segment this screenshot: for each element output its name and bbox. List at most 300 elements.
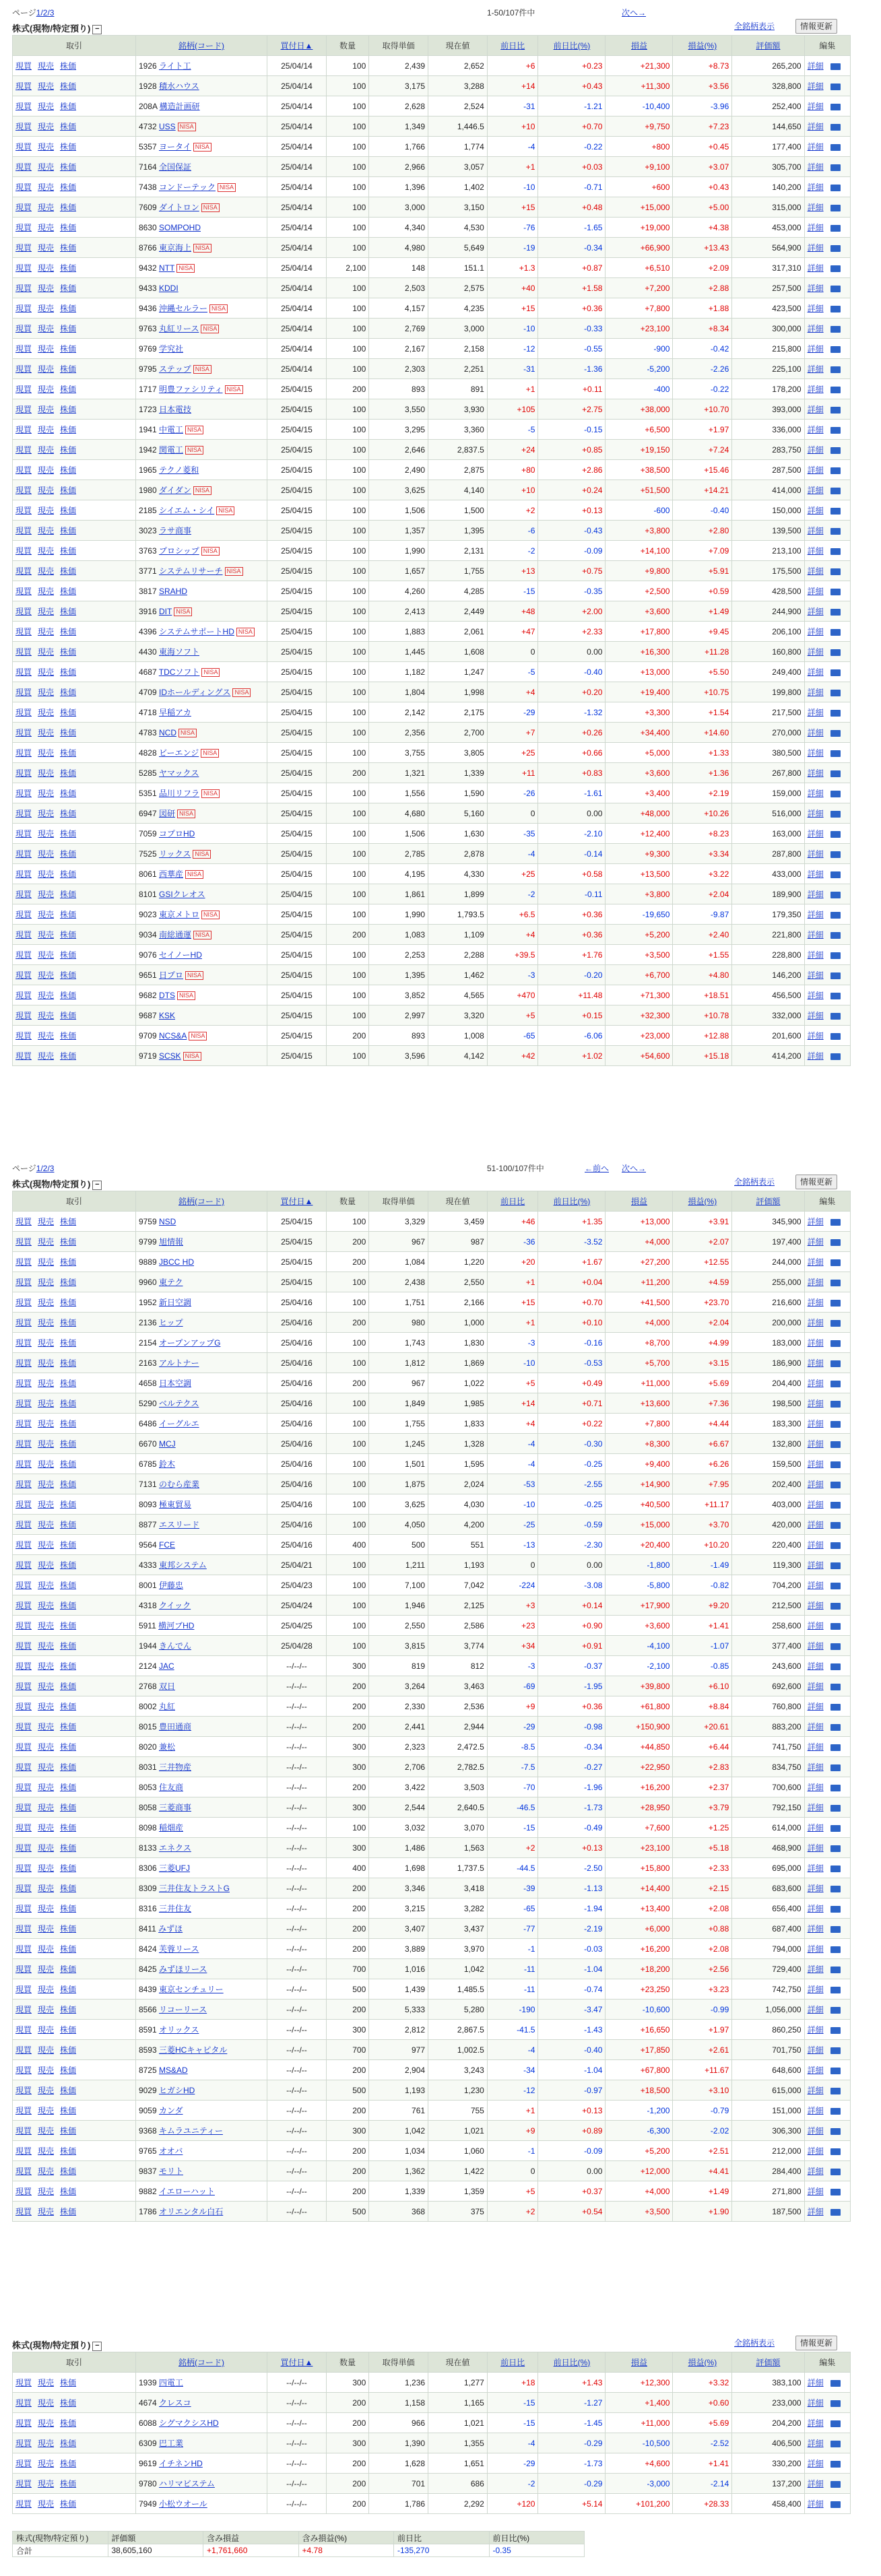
detail-link[interactable]: 詳細: [807, 1031, 824, 1041]
stock-name-link[interactable]: 品川リフラ: [158, 789, 199, 798]
stock-name-link[interactable]: 旭情報: [158, 1237, 183, 1247]
detail-link[interactable]: 詳細: [807, 1863, 824, 1873]
quote-link[interactable]: 株価: [60, 2187, 77, 2196]
detail-link[interactable]: 詳細: [807, 546, 824, 556]
stock-name-link[interactable]: 伊藤忠: [158, 1581, 183, 1590]
buy-link[interactable]: 現買: [15, 1722, 32, 1731]
detail-link[interactable]: 詳細: [807, 2106, 824, 2115]
detail-link[interactable]: 詳細: [807, 2005, 824, 2014]
sell-link[interactable]: 現売: [38, 1621, 55, 1630]
sell-link[interactable]: 現売: [38, 2439, 55, 2448]
detail-link[interactable]: 詳細: [807, 991, 824, 1000]
buy-link[interactable]: 現買: [15, 1338, 32, 1348]
stock-name-link[interactable]: クイック: [158, 1601, 191, 1610]
stock-name-link[interactable]: ライト工: [158, 61, 191, 71]
mail-icon[interactable]: [830, 649, 841, 656]
sell-link[interactable]: 現売: [38, 1722, 55, 1731]
stock-name-link[interactable]: NCS&A: [158, 1030, 187, 1041]
detail-link[interactable]: 詳細: [807, 2167, 824, 2176]
detail-link[interactable]: 詳細: [807, 1742, 824, 1752]
quote-link[interactable]: 株価: [60, 1884, 77, 1893]
quote-link[interactable]: 株価: [60, 728, 77, 737]
mail-icon[interactable]: [830, 831, 841, 838]
pager-prev-link[interactable]: ←前へ: [585, 1164, 610, 1173]
mail-icon[interactable]: [830, 1381, 841, 1387]
detail-link[interactable]: 詳細: [807, 162, 824, 172]
show-all-link[interactable]: 全銘柄表示: [734, 22, 775, 31]
quote-link[interactable]: 株価: [60, 1480, 77, 1489]
quote-link[interactable]: 株価: [60, 324, 77, 333]
stock-name-link[interactable]: エスリード: [158, 1520, 199, 1529]
detail-link[interactable]: 詳細: [807, 647, 824, 657]
quote-link[interactable]: 株価: [60, 445, 77, 455]
stock-name-link[interactable]: 鈴木: [158, 1459, 175, 1469]
stock-name-link[interactable]: 丸紅: [158, 1702, 175, 1711]
sell-link[interactable]: 現売: [38, 1884, 55, 1893]
stock-name-link[interactable]: オリックス: [158, 2025, 199, 2035]
stock-name-link[interactable]: JAC: [158, 1661, 174, 1671]
sell-link[interactable]: 現売: [38, 2106, 55, 2115]
mail-icon[interactable]: [830, 2441, 841, 2447]
sell-link[interactable]: 現売: [38, 1379, 55, 1388]
buy-link[interactable]: 現買: [15, 1560, 32, 1570]
sell-link[interactable]: 現売: [38, 1803, 55, 1812]
buy-link[interactable]: 現買: [15, 2479, 32, 2488]
sell-link[interactable]: 現売: [38, 587, 55, 596]
detail-link[interactable]: 詳細: [807, 1318, 824, 1327]
quote-link[interactable]: 株価: [60, 1237, 77, 1247]
stock-name-link[interactable]: みずほリース: [158, 1964, 207, 1974]
buy-link[interactable]: 現買: [15, 849, 32, 859]
stock-name-link[interactable]: 豊田通商: [158, 1722, 191, 1731]
stock-name-link[interactable]: ダイトロン: [158, 203, 199, 212]
buy-link[interactable]: 現買: [15, 2418, 32, 2428]
sell-link[interactable]: 現売: [38, 607, 55, 616]
show-all-link[interactable]: 全銘柄表示: [734, 1177, 775, 1187]
sell-link[interactable]: 現売: [38, 2187, 55, 2196]
mail-icon[interactable]: [830, 730, 841, 737]
buy-link[interactable]: 現買: [15, 344, 32, 354]
column-header[interactable]: 前日比: [487, 1191, 538, 1212]
detail-link[interactable]: 詳細: [807, 1560, 824, 1570]
stock-name-link[interactable]: 日プロ: [158, 970, 183, 980]
quote-link[interactable]: 株価: [60, 2066, 77, 2075]
quote-link[interactable]: 株価: [60, 61, 77, 71]
stock-name-link[interactable]: 日本空調: [158, 1379, 191, 1388]
quote-link[interactable]: 株価: [60, 1278, 77, 1287]
quote-link[interactable]: 株価: [60, 142, 77, 152]
quote-link[interactable]: 株価: [60, 1439, 77, 1449]
sell-link[interactable]: 現売: [38, 667, 55, 677]
mail-icon[interactable]: [830, 1906, 841, 1913]
mail-icon[interactable]: [830, 1401, 841, 1408]
buy-link[interactable]: 現買: [15, 1051, 32, 1061]
buy-link[interactable]: 現買: [15, 748, 32, 758]
column-header[interactable]: 損益: [606, 1191, 673, 1212]
stock-name-link[interactable]: 三菱HCキャピタル: [158, 2045, 228, 2055]
quote-link[interactable]: 株価: [60, 809, 77, 818]
sell-link[interactable]: 現売: [38, 1560, 55, 1570]
quote-link[interactable]: 株価: [60, 890, 77, 899]
quote-link[interactable]: 株価: [60, 789, 77, 798]
buy-link[interactable]: 現買: [15, 2167, 32, 2176]
stock-name-link[interactable]: カンダ: [158, 2106, 183, 2115]
quote-link[interactable]: 株価: [60, 1742, 77, 1752]
detail-link[interactable]: 詳細: [807, 2439, 824, 2448]
mail-icon[interactable]: [830, 972, 841, 979]
quote-link[interactable]: 株価: [60, 506, 77, 515]
mail-icon[interactable]: [830, 1865, 841, 1872]
buy-link[interactable]: 現買: [15, 950, 32, 960]
stock-name-link[interactable]: ヒガシHD: [158, 2086, 195, 2095]
buy-link[interactable]: 現買: [15, 445, 32, 455]
detail-link[interactable]: 詳細: [807, 829, 824, 838]
sell-link[interactable]: 現売: [38, 1985, 55, 1994]
buy-link[interactable]: 現買: [15, 284, 32, 293]
column-header[interactable]: 評価額: [732, 2352, 804, 2373]
column-header[interactable]: 買付日▲: [267, 36, 327, 56]
detail-link[interactable]: 詳細: [807, 607, 824, 616]
mail-icon[interactable]: [830, 1744, 841, 1751]
buy-link[interactable]: 現買: [15, 1863, 32, 1873]
buy-link[interactable]: 現買: [15, 1540, 32, 1550]
detail-link[interactable]: 詳細: [807, 284, 824, 293]
sell-link[interactable]: 現売: [38, 61, 55, 71]
mail-icon[interactable]: [830, 528, 841, 535]
detail-link[interactable]: 詳細: [807, 2459, 824, 2468]
detail-link[interactable]: 詳細: [807, 1257, 824, 1267]
mail-icon[interactable]: [830, 1219, 841, 1226]
quote-link[interactable]: 株価: [60, 667, 77, 677]
quote-link[interactable]: 株価: [60, 1399, 77, 1408]
quote-link[interactable]: 株価: [60, 526, 77, 535]
sell-link[interactable]: 現売: [38, 1459, 55, 1469]
quote-link[interactable]: 株価: [60, 1217, 77, 1226]
quote-link[interactable]: 株価: [60, 203, 77, 212]
detail-link[interactable]: 詳細: [807, 122, 824, 131]
quote-link[interactable]: 株価: [60, 183, 77, 192]
mail-icon[interactable]: [830, 467, 841, 474]
stock-name-link[interactable]: 三菱商事: [158, 1803, 191, 1812]
quote-link[interactable]: 株価: [60, 1581, 77, 1590]
buy-link[interactable]: 現買: [15, 2187, 32, 2196]
detail-link[interactable]: 詳細: [807, 61, 824, 71]
refresh-button[interactable]: 情報更新: [795, 1175, 837, 1189]
quote-link[interactable]: 株価: [60, 81, 77, 91]
buy-link[interactable]: 現買: [15, 2126, 32, 2136]
buy-link[interactable]: 現買: [15, 2045, 32, 2055]
buy-link[interactable]: 現買: [15, 2005, 32, 2014]
stock-name-link[interactable]: きんでん: [158, 1641, 191, 1651]
sell-link[interactable]: 現売: [38, 647, 55, 657]
detail-link[interactable]: 詳細: [807, 1419, 824, 1428]
sell-link[interactable]: 現売: [38, 748, 55, 758]
detail-link[interactable]: 詳細: [807, 809, 824, 818]
pager-next-link[interactable]: 次へ→: [622, 1164, 647, 1173]
quote-link[interactable]: 株価: [60, 1863, 77, 1873]
mail-icon[interactable]: [830, 2027, 841, 2034]
quote-link[interactable]: 株価: [60, 1520, 77, 1529]
stock-name-link[interactable]: 関電工: [158, 445, 183, 455]
buy-link[interactable]: 現買: [15, 324, 32, 333]
buy-link[interactable]: 現買: [15, 263, 32, 273]
mail-icon[interactable]: [830, 1845, 841, 1852]
quote-link[interactable]: 株価: [60, 970, 77, 980]
mail-icon[interactable]: [830, 589, 841, 595]
buy-link[interactable]: 現買: [15, 1500, 32, 1509]
quote-link[interactable]: 株価: [60, 1762, 77, 1772]
stock-name-link[interactable]: シグマクシスHD: [158, 2418, 219, 2428]
buy-link[interactable]: 現買: [15, 2499, 32, 2509]
sell-link[interactable]: 現売: [38, 2005, 55, 2014]
buy-link[interactable]: 現買: [15, 1944, 32, 1954]
buy-link[interactable]: 現買: [15, 1298, 32, 1307]
sell-link[interactable]: 現売: [38, 81, 55, 91]
stock-name-link[interactable]: クレスコ: [158, 2398, 191, 2408]
sell-link[interactable]: 現売: [38, 243, 55, 253]
mail-icon[interactable]: [830, 791, 841, 797]
stock-name-link[interactable]: ダイダン: [158, 486, 191, 495]
stock-name-link[interactable]: 学究社: [158, 344, 183, 354]
mail-icon[interactable]: [830, 892, 841, 898]
buy-link[interactable]: 現買: [15, 425, 32, 434]
buy-link[interactable]: 現買: [15, 2086, 32, 2095]
sell-link[interactable]: 現売: [38, 2146, 55, 2156]
stock-name-link[interactable]: 積水ハウス: [158, 81, 199, 91]
sell-link[interactable]: 現売: [38, 1742, 55, 1752]
quote-link[interactable]: 株価: [60, 1500, 77, 1509]
collapse-toggle-icon[interactable]: −: [92, 2342, 102, 2351]
stock-name-link[interactable]: ヤマックス: [158, 768, 199, 778]
sell-link[interactable]: 現売: [38, 566, 55, 576]
mail-icon[interactable]: [830, 1764, 841, 1771]
quote-link[interactable]: 株価: [60, 768, 77, 778]
stock-name-link[interactable]: システムサポートHD: [158, 627, 234, 636]
stock-name-link[interactable]: 稲畑産: [158, 1823, 183, 1832]
column-header[interactable]: 前日比(%): [538, 36, 606, 56]
mail-icon[interactable]: [830, 1663, 841, 1670]
detail-link[interactable]: 詳細: [807, 849, 824, 859]
stock-name-link[interactable]: 巴工業: [158, 2439, 183, 2448]
detail-link[interactable]: 詳細: [807, 1924, 824, 1934]
buy-link[interactable]: 現買: [15, 1661, 32, 1671]
stock-name-link[interactable]: コンドーテック: [158, 183, 216, 192]
quote-link[interactable]: 株価: [60, 1051, 77, 1061]
stock-name-link[interactable]: 三井住友: [158, 1904, 191, 1913]
detail-link[interactable]: 詳細: [807, 1581, 824, 1590]
quote-link[interactable]: 株価: [60, 1298, 77, 1307]
quote-link[interactable]: 株価: [60, 284, 77, 293]
mail-icon[interactable]: [830, 690, 841, 696]
mail-icon[interactable]: [830, 2420, 841, 2427]
quote-link[interactable]: 株価: [60, 102, 77, 111]
quote-link[interactable]: 株価: [60, 2207, 77, 2216]
quote-link[interactable]: 株価: [60, 1031, 77, 1041]
quote-link[interactable]: 株価: [60, 1783, 77, 1792]
stock-name-link[interactable]: 極東貿易: [158, 1500, 191, 1509]
mail-icon[interactable]: [830, 609, 841, 616]
mail-icon[interactable]: [830, 185, 841, 191]
detail-link[interactable]: 詳細: [807, 2378, 824, 2387]
sell-link[interactable]: 現売: [38, 1964, 55, 1974]
buy-link[interactable]: 現買: [15, 1581, 32, 1590]
quote-link[interactable]: 株価: [60, 869, 77, 879]
buy-link[interactable]: 現買: [15, 607, 32, 616]
mail-icon[interactable]: [830, 2461, 841, 2468]
buy-link[interactable]: 現買: [15, 1803, 32, 1812]
stock-name-link[interactable]: ステップ: [158, 364, 191, 374]
detail-link[interactable]: 詳細: [807, 930, 824, 939]
sell-link[interactable]: 現売: [38, 1520, 55, 1529]
quote-link[interactable]: 株価: [60, 910, 77, 919]
stock-name-link[interactable]: 丸紅リース: [158, 324, 199, 333]
stock-name-link[interactable]: 東邦システム: [158, 1560, 207, 1570]
sell-link[interactable]: 現売: [38, 1278, 55, 1287]
quote-link[interactable]: 株価: [60, 587, 77, 596]
stock-name-link[interactable]: 兼松: [158, 1742, 175, 1752]
stock-name-link[interactable]: プロシップ: [158, 546, 199, 556]
stock-name-link[interactable]: 四電工: [158, 2378, 183, 2387]
detail-link[interactable]: 詳細: [807, 102, 824, 111]
show-all-link[interactable]: 全銘柄表示: [734, 2338, 775, 2348]
stock-name-link[interactable]: オリエンタル白石: [158, 2207, 224, 2216]
mail-icon[interactable]: [830, 245, 841, 252]
sell-link[interactable]: 現売: [38, 829, 55, 838]
stock-name-link[interactable]: 明豊ファシリティ: [158, 385, 223, 394]
sell-link[interactable]: 現売: [38, 1661, 55, 1671]
buy-link[interactable]: 現買: [15, 890, 32, 899]
buy-link[interactable]: 現買: [15, 1399, 32, 1408]
detail-link[interactable]: 詳細: [807, 425, 824, 434]
stock-name-link[interactable]: 東海ソフト: [158, 647, 199, 657]
sell-link[interactable]: 現売: [38, 688, 55, 697]
stock-name-link[interactable]: NSD: [158, 1216, 176, 1226]
mail-icon[interactable]: [830, 1562, 841, 1569]
detail-link[interactable]: 詳細: [807, 1011, 824, 1020]
stock-name-link[interactable]: FCE: [158, 1540, 175, 1550]
detail-link[interactable]: 詳細: [807, 1621, 824, 1630]
buy-link[interactable]: 現買: [15, 2398, 32, 2408]
sell-link[interactable]: 現売: [38, 1011, 55, 1020]
column-header[interactable]: 買付日▲: [267, 1191, 327, 1212]
mail-icon[interactable]: [830, 1320, 841, 1327]
sell-link[interactable]: 現売: [38, 2167, 55, 2176]
mail-icon[interactable]: [830, 1946, 841, 1953]
quote-link[interactable]: 株価: [60, 243, 77, 253]
quote-link[interactable]: 株価: [60, 1540, 77, 1550]
buy-link[interactable]: 現買: [15, 465, 32, 475]
sell-link[interactable]: 現売: [38, 2418, 55, 2428]
mail-icon[interactable]: [830, 851, 841, 858]
sell-link[interactable]: 現売: [38, 1480, 55, 1489]
sell-link[interactable]: 現売: [38, 364, 55, 374]
mail-icon[interactable]: [830, 1013, 841, 1020]
detail-link[interactable]: 詳細: [807, 1298, 824, 1307]
detail-link[interactable]: 詳細: [807, 1944, 824, 1954]
collapse-toggle-icon[interactable]: −: [92, 25, 102, 34]
stock-name-link[interactable]: JBCC HD: [158, 1257, 194, 1267]
mail-icon[interactable]: [830, 205, 841, 211]
detail-link[interactable]: 詳細: [807, 445, 824, 455]
detail-link[interactable]: 詳細: [807, 587, 824, 596]
mail-icon[interactable]: [830, 750, 841, 757]
detail-link[interactable]: 詳細: [807, 142, 824, 152]
sell-link[interactable]: 現売: [38, 1682, 55, 1691]
quote-link[interactable]: 株価: [60, 304, 77, 313]
quote-link[interactable]: 株価: [60, 2418, 77, 2428]
stock-name-link[interactable]: モリト: [158, 2167, 183, 2176]
buy-link[interactable]: 現買: [15, 1641, 32, 1651]
mail-icon[interactable]: [830, 1053, 841, 1060]
stock-name-link[interactable]: 日本電技: [158, 405, 191, 414]
detail-link[interactable]: 詳細: [807, 203, 824, 212]
mail-icon[interactable]: [830, 1542, 841, 1549]
buy-link[interactable]: 現買: [15, 1924, 32, 1934]
sell-link[interactable]: 現売: [38, 1257, 55, 1267]
sell-link[interactable]: 現売: [38, 1540, 55, 1550]
sell-link[interactable]: 現売: [38, 2479, 55, 2488]
detail-link[interactable]: 詳細: [807, 1379, 824, 1388]
detail-link[interactable]: 詳細: [807, 1783, 824, 1792]
quote-link[interactable]: 株価: [60, 930, 77, 939]
quote-link[interactable]: 株価: [60, 2378, 77, 2387]
mail-icon[interactable]: [830, 1522, 841, 1529]
column-header[interactable]: 損益: [606, 36, 673, 56]
stock-name-link[interactable]: MCJ: [158, 1439, 176, 1449]
stock-name-link[interactable]: NCD: [158, 727, 176, 737]
mail-icon[interactable]: [830, 932, 841, 939]
sell-link[interactable]: 現売: [38, 970, 55, 980]
buy-link[interactable]: 現買: [15, 1601, 32, 1610]
stock-name-link[interactable]: 三井物産: [158, 1762, 191, 1772]
sell-link[interactable]: 現売: [38, 223, 55, 232]
stock-name-link[interactable]: イーグルエ: [158, 1419, 199, 1428]
sell-link[interactable]: 現売: [38, 1419, 55, 1428]
sell-link[interactable]: 現売: [38, 2499, 55, 2509]
quote-link[interactable]: 株価: [60, 2499, 77, 2509]
buy-link[interactable]: 現買: [15, 688, 32, 697]
stock-name-link[interactable]: オオバ: [158, 2146, 183, 2156]
mail-icon[interactable]: [830, 326, 841, 333]
stock-name-link[interactable]: 小松ウオール: [158, 2499, 207, 2509]
mail-icon[interactable]: [830, 2128, 841, 2135]
mail-icon[interactable]: [830, 2189, 841, 2195]
buy-link[interactable]: 現買: [15, 102, 32, 111]
detail-link[interactable]: 詳細: [807, 344, 824, 354]
detail-link[interactable]: 詳細: [807, 385, 824, 394]
quote-link[interactable]: 株価: [60, 1379, 77, 1388]
mail-icon[interactable]: [830, 2148, 841, 2155]
buy-link[interactable]: 現買: [15, 1762, 32, 1772]
buy-link[interactable]: 現買: [15, 2459, 32, 2468]
sell-link[interactable]: 現売: [38, 1863, 55, 1873]
buy-link[interactable]: 現買: [15, 627, 32, 636]
buy-link[interactable]: 現買: [15, 506, 32, 515]
detail-link[interactable]: 詳細: [807, 627, 824, 636]
detail-link[interactable]: 詳細: [807, 1399, 824, 1408]
pager-pages[interactable]: 1/2/3: [36, 8, 55, 18]
mail-icon[interactable]: [830, 2400, 841, 2407]
sell-link[interactable]: 現売: [38, 385, 55, 394]
buy-link[interactable]: 現買: [15, 970, 32, 980]
quote-link[interactable]: 株価: [60, 829, 77, 838]
detail-link[interactable]: 詳細: [807, 667, 824, 677]
quote-link[interactable]: 株価: [60, 688, 77, 697]
detail-link[interactable]: 詳細: [807, 910, 824, 919]
stock-name-link[interactable]: 東京海上: [158, 243, 191, 253]
stock-name-link[interactable]: コプロHD: [158, 829, 195, 838]
mail-icon[interactable]: [830, 2068, 841, 2074]
